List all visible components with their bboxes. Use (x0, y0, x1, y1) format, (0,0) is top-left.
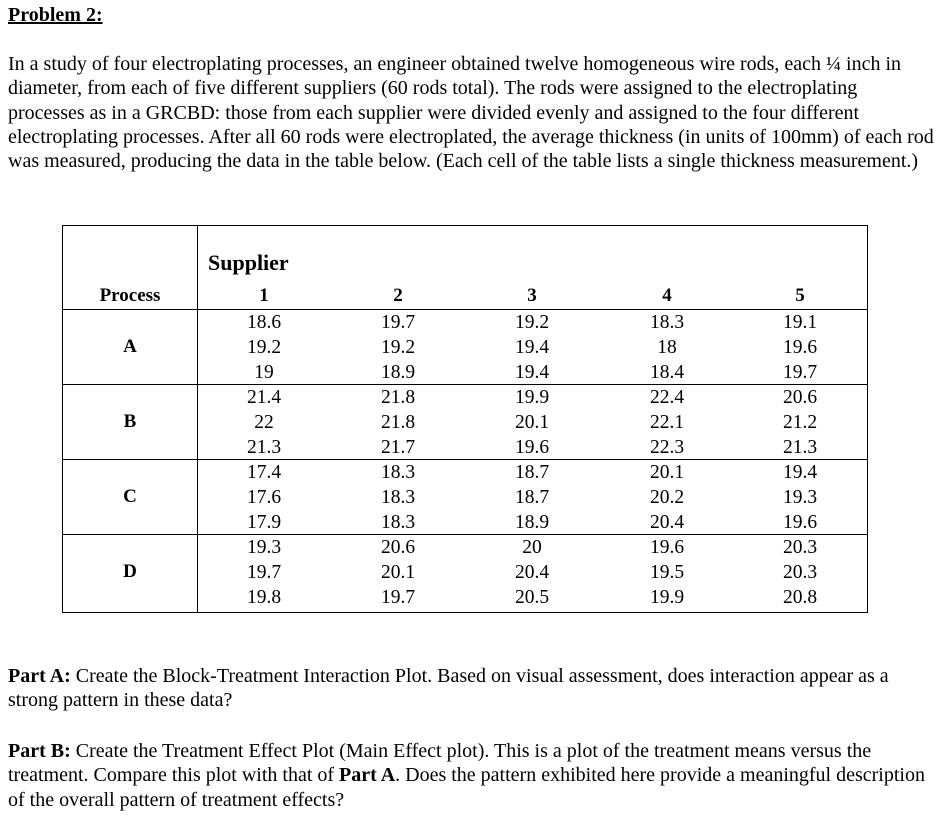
table-cell: 21.4 (246, 387, 282, 408)
table-cell: 19.2 (380, 337, 416, 358)
table-cell: 19.7 (246, 562, 282, 583)
table-cell: 18.3 (380, 512, 416, 533)
part-b-reference: Part A (339, 764, 396, 787)
table-cell: 19.9 (514, 387, 550, 408)
process-label: C (123, 486, 137, 507)
table-cell: 20.1 (649, 462, 685, 483)
part-b-question (8, 739, 938, 812)
thickness-data-table (62, 225, 868, 613)
table-cell: 18.7 (514, 487, 550, 508)
table-cell: 17.4 (246, 462, 282, 483)
table-cell: 18.3 (380, 487, 416, 508)
supplier-column-header: 5 (795, 285, 805, 306)
table-cell: 20.1 (380, 562, 416, 583)
process-label: B (123, 411, 137, 432)
table-cell: 19.7 (380, 587, 416, 608)
process-group-divider (63, 459, 867, 460)
problem-heading: Problem 2: (8, 4, 103, 26)
table-cell: 18.3 (380, 462, 416, 483)
table-cell: 19.2 (514, 312, 550, 333)
process-group-divider (63, 384, 867, 385)
table-cell: 19.1 (782, 312, 818, 333)
part-b-label: Part B: (8, 740, 71, 762)
table-cell: 19 (254, 362, 274, 383)
table-cell: 20.5 (514, 587, 550, 608)
part-b-text: Create the Treatment Effect Plot (Main Effect plot). This is a plot of the treatment means versus the treatment. Compare this plot with that of (8, 740, 872, 787)
table-cell: 21.2 (782, 412, 818, 433)
table-cell: 21.8 (380, 387, 416, 408)
table-cell: 19.7 (380, 312, 416, 333)
part-a-question (8, 664, 938, 713)
table-cell: 19.5 (649, 562, 685, 583)
supplier-column-header: 3 (527, 285, 537, 306)
table-cell: 19.8 (246, 587, 282, 608)
part-a-text: Create the Block-Treatment Interaction Plot. Based on visual assessment, does interaction appear as a strong pattern in these data? (8, 665, 889, 712)
table-cell: 19.6 (514, 437, 550, 458)
table-cell: 19.4 (782, 462, 818, 483)
table-cell: 22.4 (649, 387, 685, 408)
table-cell: 21.7 (380, 437, 416, 458)
table-cell: 21.3 (782, 437, 818, 458)
table-cell: 19.6 (782, 512, 818, 533)
supplier-column-header: 1 (259, 285, 269, 306)
table-cell: 21.8 (380, 412, 416, 433)
table-column-divider (197, 226, 198, 612)
table-cell: 19.4 (514, 337, 550, 358)
table-cell: 20.1 (514, 412, 550, 433)
table-cell: 22.1 (649, 412, 685, 433)
table-cell: 20.8 (782, 587, 818, 608)
table-cell: 19.7 (782, 362, 818, 383)
table-cell: 20.6 (380, 537, 416, 558)
table-cell: 19.6 (782, 337, 818, 358)
table-cell: 18.3 (649, 312, 685, 333)
table-cell: 20.4 (514, 562, 550, 583)
table-cell: 19.6 (649, 537, 685, 558)
table-cell: 18.6 (246, 312, 282, 333)
table-cell: 20 (522, 537, 542, 558)
table-cell: 17.9 (246, 512, 282, 533)
process-label: A (123, 336, 137, 357)
supplier-header: Supplier (208, 250, 289, 275)
table-cell: 17.6 (246, 487, 282, 508)
table-cell: 22.3 (649, 437, 685, 458)
table-cell: 20.2 (649, 487, 685, 508)
process-group-divider (63, 534, 867, 535)
table-cell: 20.3 (782, 537, 818, 558)
table-cell: 20.3 (782, 562, 818, 583)
table-cell: 19.3 (246, 537, 282, 558)
part-a-label: Part A: (8, 665, 71, 687)
table-cell: 22 (254, 412, 274, 433)
table-cell: 19.3 (782, 487, 818, 508)
table-cell: 18.9 (380, 362, 416, 383)
table-cell: 19.9 (649, 587, 685, 608)
table-cell: 18 (657, 337, 677, 358)
supplier-column-header: 4 (662, 285, 672, 306)
supplier-column-header: 2 (393, 285, 403, 306)
problem-description: In a study of four electroplating processes, an engineer obtained twelve homogeneous wire rods, each ¼ inch in diameter, from each of five different suppliers (60 rods total). The rods were assigned to the electroplating processes as in a GRCBD: those from each supplier were divided evenly and assigned to the four different electroplating processes. After all 60 rods were electroplated, the average thickness (in units of 100mm) of each rod was measured, producing the data in the table below. (Each cell of the table lists a single thickness measurement.) (8, 53, 934, 173)
process-label: D (123, 561, 137, 582)
table-cell: 21.3 (246, 437, 282, 458)
table-cell: 18.4 (649, 362, 685, 383)
table-cell: 19.4 (514, 362, 550, 383)
header-divider (63, 309, 867, 310)
table-cell: 20.4 (649, 512, 685, 533)
process-header: Process (99, 285, 161, 306)
table-cell: 19.2 (246, 337, 282, 358)
part-b-text-end: . Does the pattern exhibited here provide a meaningful description of the overall pattern of treatment effects? (8, 764, 925, 811)
table-cell: 20.6 (782, 387, 818, 408)
table-cell: 18.7 (514, 462, 550, 483)
table-cell: 18.9 (514, 512, 550, 533)
